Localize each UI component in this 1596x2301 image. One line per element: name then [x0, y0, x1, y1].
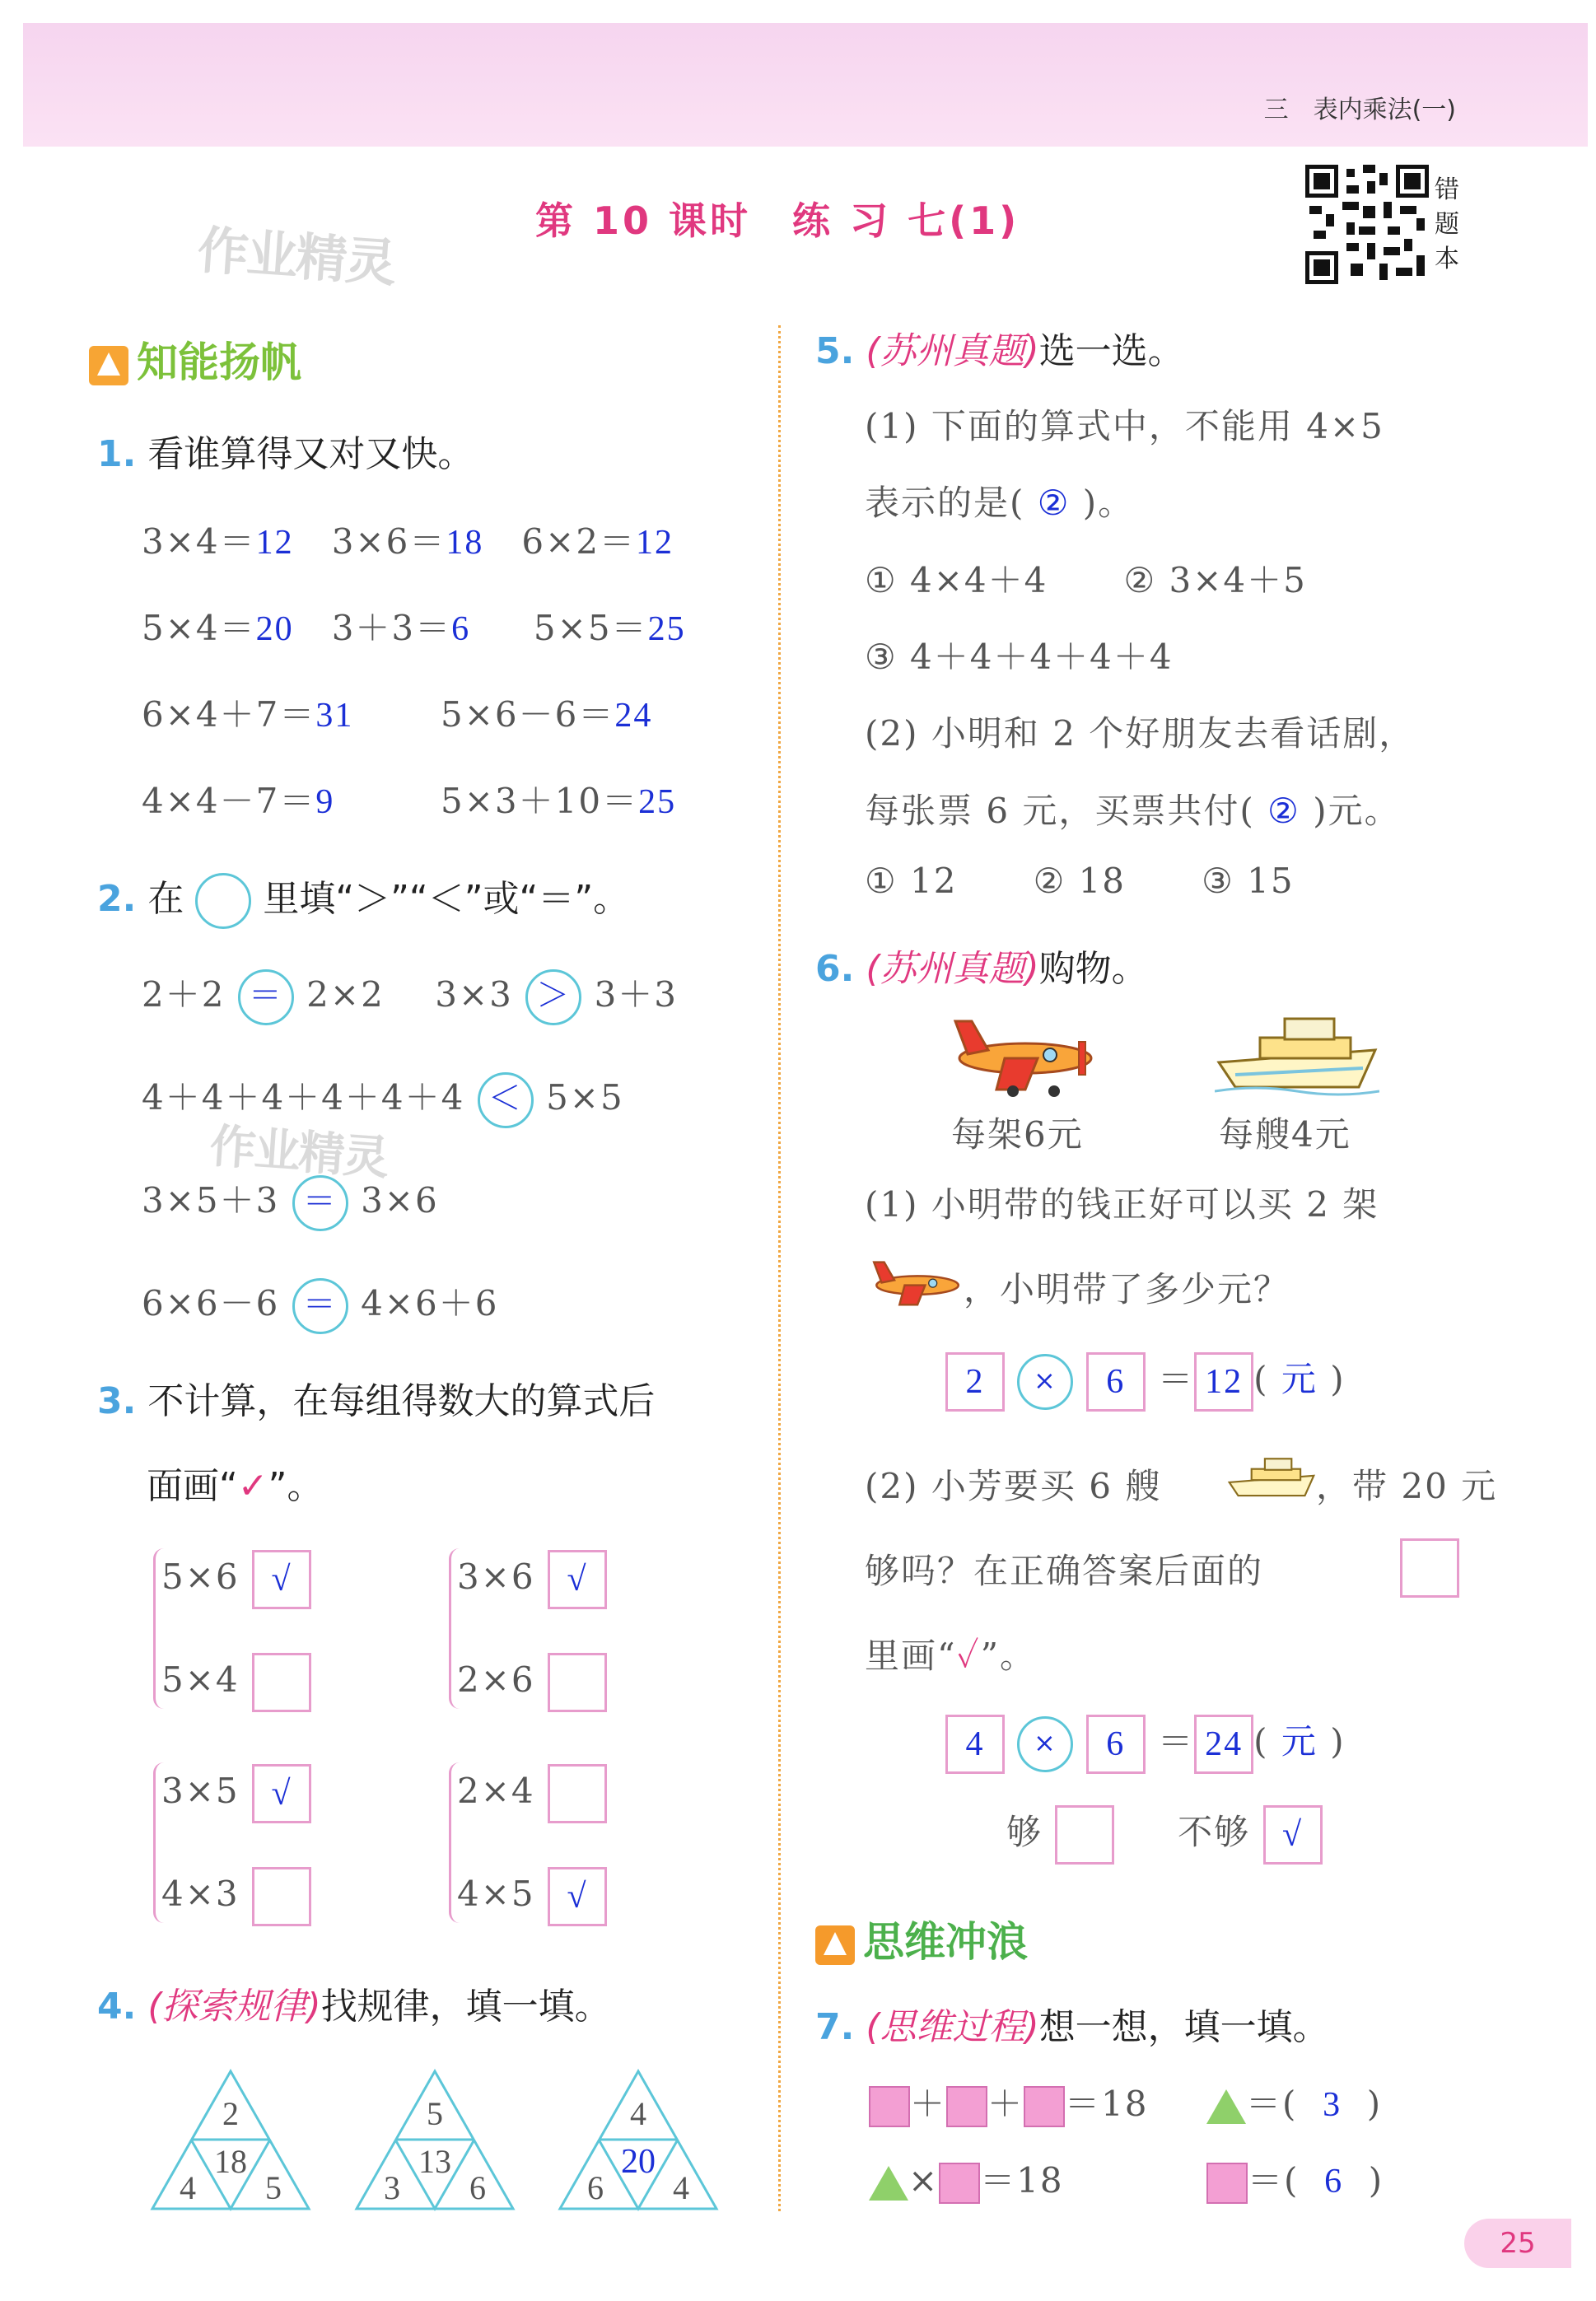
q5-p2a: (2) 小明和 2 个好朋友去看话剧，	[865, 713, 1416, 754]
plane-price: 每架6元	[951, 1114, 1084, 1155]
answer-box[interactable]: √	[548, 1867, 607, 1926]
q3-group-4: 2×4 4×5 √	[457, 1758, 607, 1927]
q3-group-1: 5×6 √ 5×4	[161, 1544, 311, 1713]
answer-box[interactable]: √	[548, 1550, 607, 1609]
answer-box[interactable]	[548, 1764, 607, 1823]
airplane-small-icon	[869, 1252, 964, 1314]
triangle-top: 4	[630, 2095, 646, 2132]
boat-price: 每艘4元	[1219, 1114, 1351, 1155]
empty-circle-icon	[195, 873, 251, 929]
q5-prompt: 5. (苏州真题)选一选。	[815, 330, 1184, 372]
header-band	[23, 23, 1588, 147]
chapter-title: 三 表内乘法(一)	[1263, 96, 1456, 124]
answer-box[interactable]: 6	[1086, 1352, 1146, 1412]
triangle-left: 4	[180, 2169, 196, 2206]
q5-p2b: 每张票 6 元，买票共付( ② )元。	[865, 791, 1401, 831]
page-number: 25	[1464, 2219, 1571, 2268]
q4-prompt: 4. (探索规律)找规律，填一填。	[97, 1986, 611, 2028]
triangle-top: 5	[427, 2095, 443, 2132]
q2-row-1: 2＋2 ＝ 2×2 3×3 ＞ 3＋3	[142, 968, 678, 1025]
q1-row-3b: 5×6－6＝24	[441, 694, 653, 735]
wave-icon	[815, 1925, 855, 1965]
operator-circle[interactable]: ×	[1017, 1716, 1073, 1772]
q1-row-1: 3×4＝12 3×6＝18 6×2＝12	[142, 521, 674, 562]
q7-square-answer: ＝( 6 )	[1206, 2154, 1384, 2204]
q6-equation-1: 2 × 6 ＝ 12 ( 元 )	[945, 1352, 1346, 1412]
q2-row-3: 3×5＋3 ＝ 3×6	[142, 1174, 439, 1231]
watermark: 作业精灵	[208, 1119, 390, 1186]
green-triangle-icon	[869, 2166, 908, 2201]
q1-row-2: 5×4＝20 3＋3＝6 5×5＝25	[142, 608, 686, 648]
q2-row-4: 6×6－6 ＝ 4×6＋6	[142, 1277, 498, 1334]
answer-box-not-enough[interactable]: √	[1263, 1805, 1323, 1865]
pink-square-icon	[1024, 2086, 1065, 2127]
watermark: 作业精灵	[195, 219, 397, 294]
wrong-question-book-label[interactable]: 错 题 本	[1435, 175, 1459, 273]
pink-square-icon	[946, 2086, 987, 2127]
answer-box[interactable]: 12	[1194, 1352, 1253, 1412]
sailboat-icon	[89, 346, 128, 385]
number-triangle-3	[556, 2067, 721, 2215]
number-triangle-1	[148, 2067, 313, 2215]
answer-circle[interactable]: ＝	[292, 1278, 348, 1334]
triangle-center: 13	[418, 2143, 451, 2180]
triangle-left: 6	[587, 2169, 604, 2206]
qr-code-icon[interactable]	[1305, 165, 1429, 284]
q1-row-3: 6×4＋7＝31	[142, 694, 354, 735]
q3-group-2: 3×6 √ 2×6	[457, 1544, 607, 1713]
answer-box[interactable]: √	[252, 1764, 311, 1823]
q1-row-4: 4×4－7＝9	[142, 781, 335, 821]
answer-circle[interactable]: ＝	[292, 1175, 348, 1231]
q6-p1a: (1) 小明带的钱正好可以买 2 架	[865, 1184, 1379, 1225]
pink-square-icon	[939, 2163, 980, 2204]
q6-p2a: (2) 小芳要买 6 艘	[865, 1466, 1162, 1506]
q5-options-row-2: ③ 4＋4＋4＋4＋4	[865, 637, 1174, 677]
operator-circle[interactable]: ×	[1017, 1354, 1073, 1410]
q6-enough-row: 够 不够 √	[1006, 1805, 1323, 1865]
q7-triangle-answer: ＝( 3 )	[1206, 2077, 1382, 2126]
answer-box[interactable]: 6	[1086, 1715, 1146, 1774]
q5-p1a: (1) 下面的算式中，不能用 4×5	[865, 406, 1384, 446]
answer-box[interactable]	[252, 1867, 311, 1926]
q6-prompt: 6. (苏州真题)购物。	[815, 948, 1148, 990]
q7-equation-2: × ＝18	[869, 2154, 1064, 2204]
q7-prompt: 7. (思维过程)想一想，填一填。	[815, 2006, 1329, 2048]
empty-box-icon	[1400, 1538, 1459, 1598]
page-title: 第 10 课时 练 习 七(1)	[535, 198, 1020, 243]
triangle-right: 6	[469, 2169, 486, 2206]
airplane-icon	[947, 1009, 1099, 1099]
answer-circle[interactable]: ＜	[478, 1072, 534, 1128]
triangle-center: 20	[621, 2143, 656, 2181]
triangle-top: 2	[222, 2095, 239, 2132]
q3-prompt-1: 3. 不计算，在每组得数大的算式后	[97, 1380, 656, 1422]
number-triangle-2	[352, 2067, 517, 2215]
q6-p2d: 里画“✓”。	[865, 1636, 1037, 1676]
q5-options-row-3: ① 12 ② 18 ③ 15	[865, 861, 1295, 901]
section-heading-2: 思维冲浪	[815, 1909, 1028, 1968]
pink-square-icon	[1206, 2163, 1248, 2204]
answer-box[interactable]	[548, 1653, 607, 1712]
q6-p2b: ，带 20 元	[1316, 1466, 1498, 1506]
green-triangle-icon	[1206, 2089, 1246, 2124]
answer-box[interactable]: 2	[945, 1352, 1005, 1412]
q5-options-row-1: ① 4×4＋4 ② 3×4＋5	[865, 560, 1307, 600]
q6-p2c: 够吗？在正确答案后面的	[865, 1551, 1264, 1591]
answer-circle[interactable]: ＝	[238, 969, 294, 1025]
answer-box[interactable]	[252, 1653, 311, 1712]
q3-group-3: 3×5 √ 4×3	[161, 1758, 311, 1927]
q5-p1b: 表示的是( ② )。	[865, 483, 1135, 523]
q1-row-4b: 5×3＋10＝25	[441, 781, 677, 821]
boat-icon	[1215, 1009, 1379, 1099]
q6-equation-2: 4 × 6 ＝ 24 ( 元 )	[945, 1715, 1346, 1774]
answer-box[interactable]: √	[252, 1550, 311, 1609]
answer-box-enough[interactable]	[1055, 1805, 1114, 1865]
q3-prompt-2: 面画“✓”。	[147, 1465, 324, 1507]
q2-row-2: 4＋4＋4＋4＋4＋4 ＜ 5×5	[142, 1071, 624, 1128]
q6-p1b: ，小明带了多少元？	[964, 1269, 1290, 1309]
triangle-right: 5	[265, 2169, 282, 2206]
triangle-right: 4	[673, 2169, 689, 2206]
q7-equation-1: ＋ ＋ ＝18	[869, 2077, 1148, 2127]
triangle-center: 18	[214, 2143, 247, 2180]
boat-small-icon	[1227, 1451, 1316, 1505]
section-heading-1: 知能扬帆	[89, 329, 301, 389]
column-divider	[778, 325, 781, 2211]
pink-square-icon	[869, 2086, 910, 2127]
answer-box[interactable]: 24	[1194, 1715, 1253, 1774]
q2-prompt: 2. 在 里填“＞”“＜”或“＝”。	[97, 869, 629, 929]
answer-circle[interactable]: ＞	[525, 969, 581, 1025]
q1-prompt: 1. 看谁算得又对又快。	[97, 433, 474, 475]
triangle-left: 3	[384, 2169, 400, 2206]
answer-box[interactable]: 4	[945, 1715, 1005, 1774]
